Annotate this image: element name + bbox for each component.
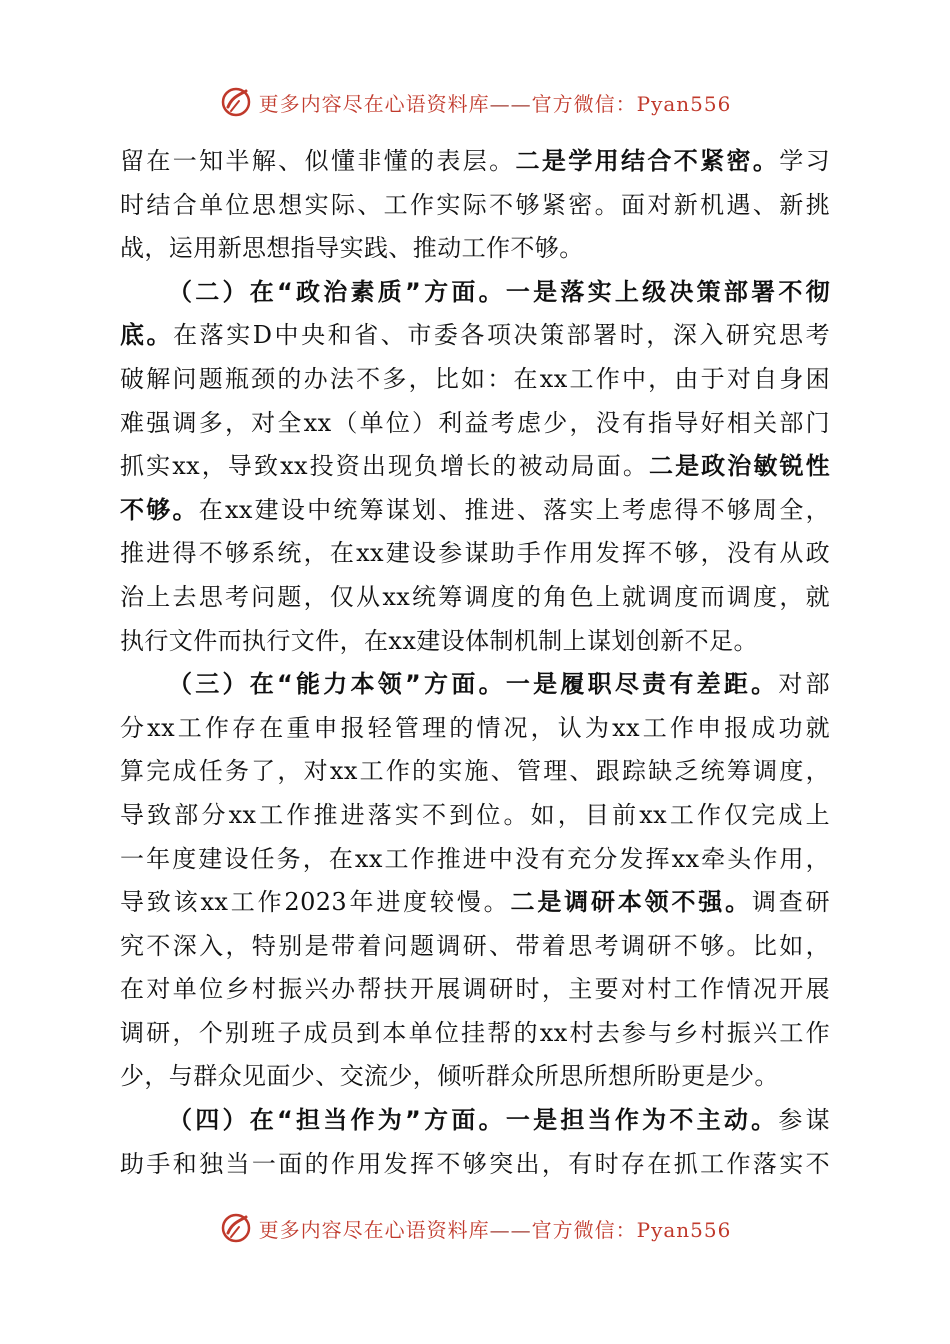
footer-watermark-banner (0, 1208, 950, 1248)
text-line: 导致部分xx工作推进落实不到位。如，目前xx工作仅完成上 (120, 800, 830, 829)
text-line: 治上去思考问题，仅从xx统筹调度的角色上就调度而调度，就 (120, 582, 830, 611)
text-line: 不够。在xx建设中统筹谋划、推进、落实上考虑得不够周全， (120, 495, 830, 524)
document-body (120, 140, 830, 1186)
text-line: 少，与群众见面少、交流少，倾听群众所思所想所盼更是少。 (120, 1062, 779, 1091)
text-line: 算完成任务了，对xx工作的实施、管理、跟踪缺乏统筹调度， (120, 757, 830, 786)
brush-seal-icon (219, 1211, 253, 1245)
text-line: 战，运用新思想指导实践、推动工作不够。 (120, 234, 584, 263)
section-heading-3: （三）在“能力本领”方面。一是履职尽责有差距。对部 (168, 670, 830, 699)
text-line: 时结合单位思想实际、工作实际不够紧密。面对新机遇、新挑 (120, 190, 830, 219)
text-line: 难强调多，对全xx（单位）利益考虑少，没有指导好相关部门 (120, 408, 830, 437)
text-line: 究不深入，特别是带着问题调研、带着思考调研不够。比如， (120, 931, 830, 960)
text-line: 留在一知半解、似懂非懂的表层。二是学用结合不紧密。学习 (120, 147, 830, 175)
text-line: 导致该xx工作2023年进度较慢。二是调研本领不强。调查研 (120, 888, 830, 917)
header-watermark-banner (0, 82, 950, 122)
text-line: 调研，个别班子成员到本单位挂帮的xx村去参与乡村振兴工作 (120, 1018, 830, 1047)
wechat-id: Pyan556 (636, 1217, 732, 1242)
section-heading-4: （四）在“担当作为”方面。一是担当作为不主动。参谋 (168, 1106, 830, 1135)
text-line: 分xx工作存在重申报轻管理的情况，认为xx工作申报成功就 (120, 713, 830, 742)
text-line: 在对单位乡村振兴办帮扶开展调研时，主要对村工作情况开展 (120, 975, 830, 1004)
wechat-id: Pyan556 (636, 91, 732, 116)
banner-text: 更多内容尽在心语资料库——官方微信：Pyan556 (258, 91, 732, 116)
section-heading-2: （二）在“政治素质”方面。一是落实上级决策部署不彻 (168, 277, 830, 306)
text-line: 推进得不够系统，在xx建设参谋助手作用发挥不够，没有从政 (120, 539, 830, 568)
text-line: 执行文件而执行文件，在xx建设体制机制上谋划创新不足。 (120, 626, 758, 655)
text-line: 一年度建设任务，在xx工作推进中没有充分发挥xx牵头作用， (120, 844, 830, 873)
banner-text: 更多内容尽在心语资料库——官方微信：Pyan556 (258, 1217, 732, 1242)
text-line: 助手和独当一面的作用发挥不够突出，有时存在抓工作落实不 (120, 1149, 830, 1178)
text-line: 抓实xx，导致xx投资出现负增长的被动局面。二是政治敏锐性 (120, 452, 830, 481)
brush-seal-icon (219, 85, 253, 119)
text-line: 底。在落实D中央和省、市委各项决策部署时，深入研究思考 (120, 321, 830, 350)
text-line: 破解问题瓶颈的办法不多，比如：在xx工作中，由于对自身困 (120, 364, 830, 393)
